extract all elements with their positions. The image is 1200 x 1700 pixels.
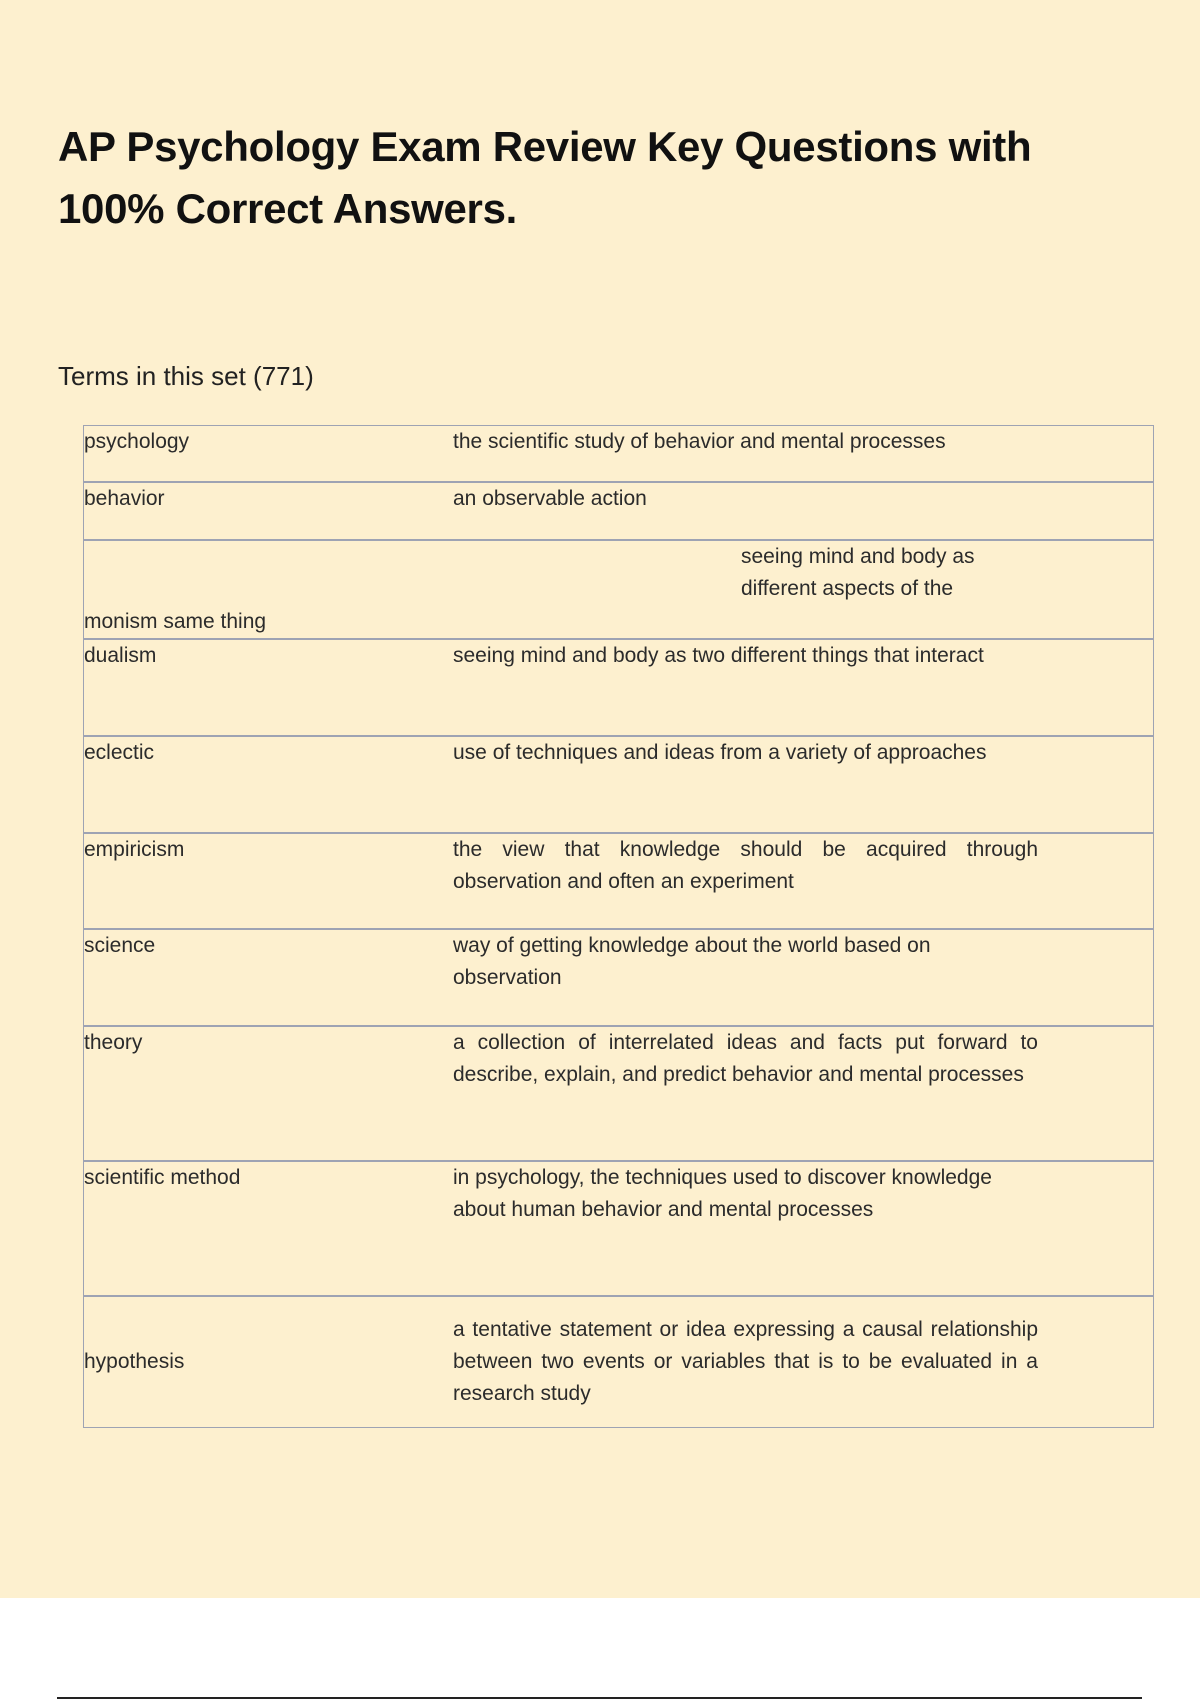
definition-text: way of getting knowledge about the world based on observation [453,934,931,989]
table-row [84,540,1154,639]
definition-text: in psychology, the techniques used to discover knowledge about human behavior and mental processes [453,1166,992,1221]
terms-table [83,425,1154,1428]
definition-cell [453,1296,1154,1428]
table-row [84,1296,1154,1428]
definition-text: the view that knowledge should be acquired through observation and often an experiment [453,838,1038,893]
term-text: hypothesis [84,1350,185,1373]
term-text: dualism [84,644,157,667]
definition-text: seeing mind and body as two different things that interact [453,644,984,667]
definition-cell [453,639,1154,736]
term-text: theory [84,1031,143,1054]
term-text: science [84,934,156,957]
footer-divider [57,1697,1142,1699]
table-row [84,833,1154,929]
term-cell [84,736,454,833]
term-text: empiricism [84,838,185,861]
term-cell [84,929,454,1026]
term-text: eclectic [84,741,155,764]
definition-cell [453,736,1154,833]
definition-cell [453,1026,1154,1161]
table-row [84,736,1154,833]
table-row [84,639,1154,736]
term-cell [84,426,454,483]
table-row [84,1026,1154,1161]
definition-cell [453,540,1154,639]
term-cell [84,833,454,929]
terms-count-label: Terms in this set (771) [58,361,314,391]
definition-cell [453,426,1154,483]
definition-text: an observable action [453,487,647,510]
definition-text: the scientific study of behavior and mental processes [453,430,946,453]
definition-cell [453,1161,1154,1296]
term-text: behavior [84,487,165,510]
definition-text: a collection of interrelated ideas and facts put forward to describe, explain, and predict behavior and mental processes [453,1031,1038,1086]
term-text: scientific method [84,1166,241,1189]
term-text: monism same thing [84,610,267,633]
definition-cell [453,833,1154,929]
term-cell [84,1161,454,1296]
definition-text: use of techniques and ideas from a variety of approaches [453,741,987,764]
term-cell [84,482,454,540]
definition-cell [453,929,1154,1026]
term-cell [84,540,454,639]
table-row [84,929,1154,1026]
table-row [84,482,1154,540]
definition-text: seeing mind and body as different aspects of the [741,545,975,600]
term-cell [84,1026,454,1161]
table-row [84,426,1154,483]
table-row [84,1161,1154,1296]
definition-cell [453,482,1154,540]
definition-text: a tentative statement or idea expressing a causal relationship between two events or variables that is to be evaluated in a research study [453,1318,1038,1405]
term-cell [84,639,454,736]
page-title: AP Psychology Exam Review Key Questions with 100% Correct Answers. [58,123,1032,232]
term-text: psychology [84,430,190,453]
term-cell [84,1296,454,1428]
